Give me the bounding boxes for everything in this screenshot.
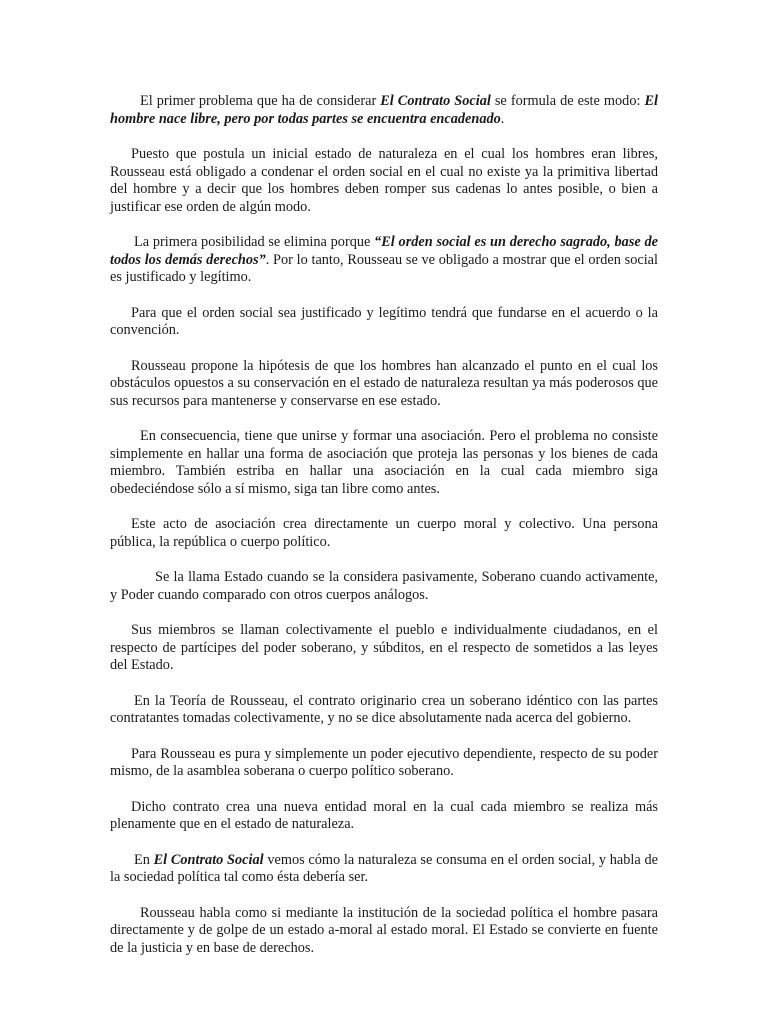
document-body	[110, 93, 658, 975]
paragraph-4	[110, 305, 658, 340]
body-text: En	[134, 851, 154, 868]
body-text: El primer problema que ha de considerar	[140, 93, 381, 109]
paragraph-9	[110, 622, 658, 675]
body-text: La primera posibilidad se elimina porque	[134, 234, 375, 250]
body-text: Para que el orden social sea justificado y legítimo tendrá que fundarse en el acuerdo o la convención.	[110, 304, 658, 338]
body-text: vemos cómo la naturaleza se consuma en el orden social, y habla de la sociedad política tal como ésta debería ser.	[110, 851, 658, 885]
emphasized-text: El Contrato Social	[153, 851, 264, 868]
paragraph-13	[110, 852, 658, 887]
emphasized-text: El hombre nace libre, pero por todas partes se encuentra encadenado	[110, 93, 659, 127]
paragraph-5	[110, 358, 658, 411]
body-text: Este acto de asociación crea directamente un cuerpo moral y colectivo. Una persona pública, la república o cuerpo político.	[110, 516, 658, 550]
body-text: Puesto que postula un inicial estado de naturaleza en el cual los hombres eran libres, Rousseau está obligado a condenar el orden social en el cual no existe ya la primitiva libertad del hombre y a decir que los hombres deben romper sus cadenas lo antes posible, o bien a justificar ese orden de algún modo.	[110, 146, 658, 215]
paragraph-2	[110, 146, 658, 216]
paragraph-12	[110, 799, 658, 834]
body-text: Rousseau propone la hipótesis de que los hombres han alcanzado el punto en el cual los obstáculos opuestos a su conservación en el estado de naturaleza resultan ya más poderosos que sus recursos para mantenerse y conservarse en ese estado.	[110, 357, 658, 409]
body-text: Dicho contrato crea una nueva entidad moral en la cual cada miembro se realiza más plenamente que en el estado de naturaleza.	[110, 798, 658, 832]
paragraph-11	[110, 746, 658, 781]
paragraph-8	[110, 569, 658, 604]
paragraph-14	[110, 905, 658, 958]
paragraph-1	[110, 93, 658, 128]
body-text: Se la llama Estado cuando se la considera pasivamente, Soberano cuando activamente, y Poder cuando comparado con otros cuerpos análogos.	[110, 569, 658, 603]
body-text: Para Rousseau es pura y simplemente un poder ejecutivo dependiente, respecto de su poder mismo, de la asamblea soberana o cuerpo político soberano.	[110, 745, 658, 779]
body-text: Sus miembros se llaman colectivamente el pueblo e individualmente ciudadanos, en el respecto de partícipes del poder soberano, y súbditos, en el respecto de sometidos a las leyes del Estado.	[110, 622, 658, 673]
paragraph-6	[110, 428, 658, 498]
paragraph-3	[110, 234, 658, 287]
paragraph-10	[110, 693, 658, 728]
paragraph-7	[110, 516, 658, 551]
body-text: se formula de este modo:	[490, 93, 645, 109]
body-text: En la Teoría de Rousseau, el contrato originario crea un soberano idéntico con las partes contratantes tomadas colectivamente, y no se dice absolutamente nada acerca del gobierno.	[110, 692, 658, 726]
body-text: . Por lo tanto, Rousseau se ve obligado a mostrar que el orden social es justificado y legítimo.	[110, 251, 658, 285]
emphasized-text: El Contrato Social	[380, 93, 491, 109]
emphasized-text: “El orden social es un derecho sagrado, base de todos los demás derechos”	[110, 234, 658, 268]
body-text: Rousseau habla como si mediante la institución de la sociedad política el hombre pasara directamente y de golpe de un estado a-moral al estado moral. El Estado se convierte en fuente de la justicia y en base de derechos.	[110, 904, 658, 956]
body-text: .	[500, 110, 505, 127]
body-text: En consecuencia, tiene que unirse y formar una asociación. Pero el problema no consiste simplemente en hallar una forma de asociación que proteja las personas y los bienes de cada miembro. También estriba en hallar una asociación en la cual cada miembro siga obedeciéndose sólo a sí mismo, siga tan libre como antes.	[110, 428, 658, 497]
